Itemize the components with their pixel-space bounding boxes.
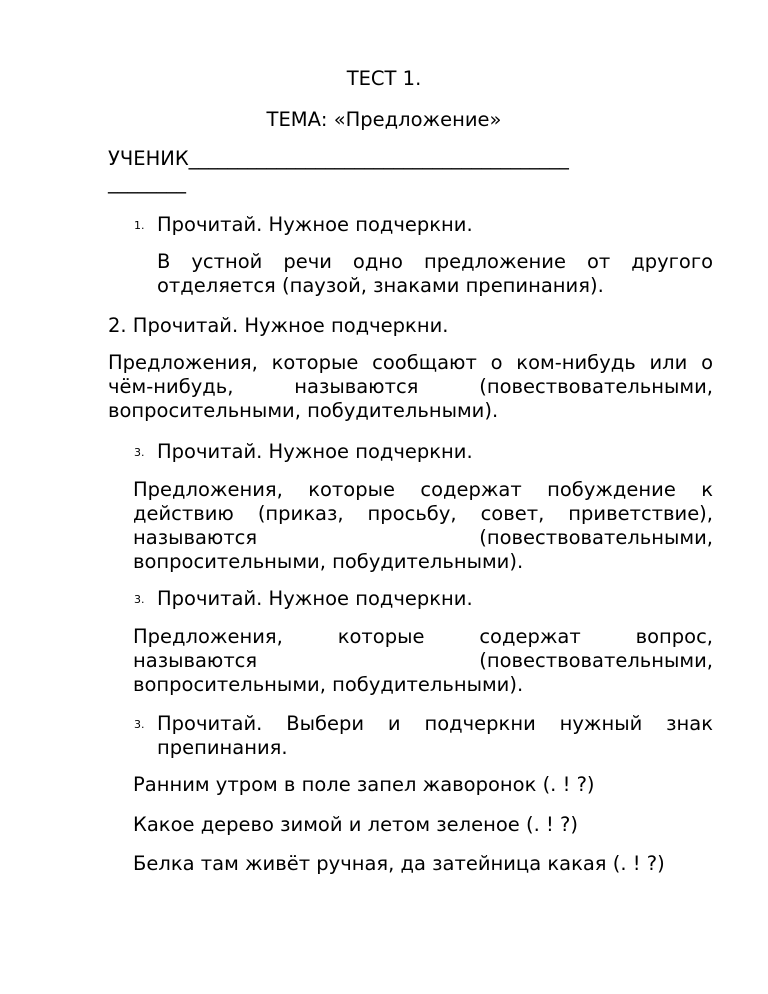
question-3-text-line-2: действию (приказ, просьбу, совет, приветствие), (133, 502, 713, 525)
question-3-number: 3. (134, 446, 145, 459)
question-4-text-line-2: называются (повествовательными, (133, 649, 713, 672)
question-2-text-line-3: вопросительными, побудительными). (108, 399, 499, 422)
question-1-instruction: Прочитай. Нужное подчеркни. (157, 213, 473, 236)
student-name-line-continued: ________ (108, 171, 186, 194)
test-topic: ТЕМА: «Предложение» (266, 108, 502, 131)
question-4-text-line-3: вопросительными, побудительными). (133, 673, 524, 696)
question-5-number: 3. (134, 718, 145, 731)
question-1-text-line-2: отделяется (паузой, знаками препинания). (157, 274, 604, 297)
student-name-line: УЧЕНИК_______________________________________ (108, 147, 569, 170)
question-3-instruction: Прочитай. Нужное подчеркни. (157, 440, 473, 463)
question-4-text-line-1: Предложения, которые содержат вопрос, (133, 625, 713, 648)
question-4-instruction: Прочитай. Нужное подчеркни. (157, 587, 473, 610)
question-5-sentence-3: Белка там живёт ручная, да затейница какая (. ! ?) (133, 852, 665, 875)
question-2-instruction: 2. Прочитай. Нужное подчеркни. (108, 314, 449, 337)
question-5-sentence-1: Ранним утром в поле запел жаворонок (. ! ?) (133, 773, 595, 796)
question-1-text-line-1: В устной речи одно предложение от другого (157, 250, 713, 273)
question-2-text-line-2: чём-нибудь, называются (повествовательными, (108, 375, 713, 398)
test-title: ТЕСТ 1. (346, 67, 422, 90)
question-5-sentence-2: Какое дерево зимой и летом зеленое (. ! ?) (133, 813, 578, 836)
question-1-number: 1. (134, 219, 145, 232)
question-2-text-line-1: Предложения, которые сообщают о ком-нибудь или о (108, 351, 713, 374)
question-5-instruction-line-2: препинания. (157, 736, 288, 759)
question-5-instruction-line-1: Прочитай. Выбери и подчеркни нужный знак (157, 712, 713, 735)
question-4-number: 3. (134, 593, 145, 606)
question-3-text-line-4: вопросительными, побудительными). (133, 550, 524, 573)
question-3-text-line-1: Предложения, которые содержат побуждение к (133, 478, 713, 501)
question-3-text-line-3: называются (повествовательными, (133, 526, 713, 549)
